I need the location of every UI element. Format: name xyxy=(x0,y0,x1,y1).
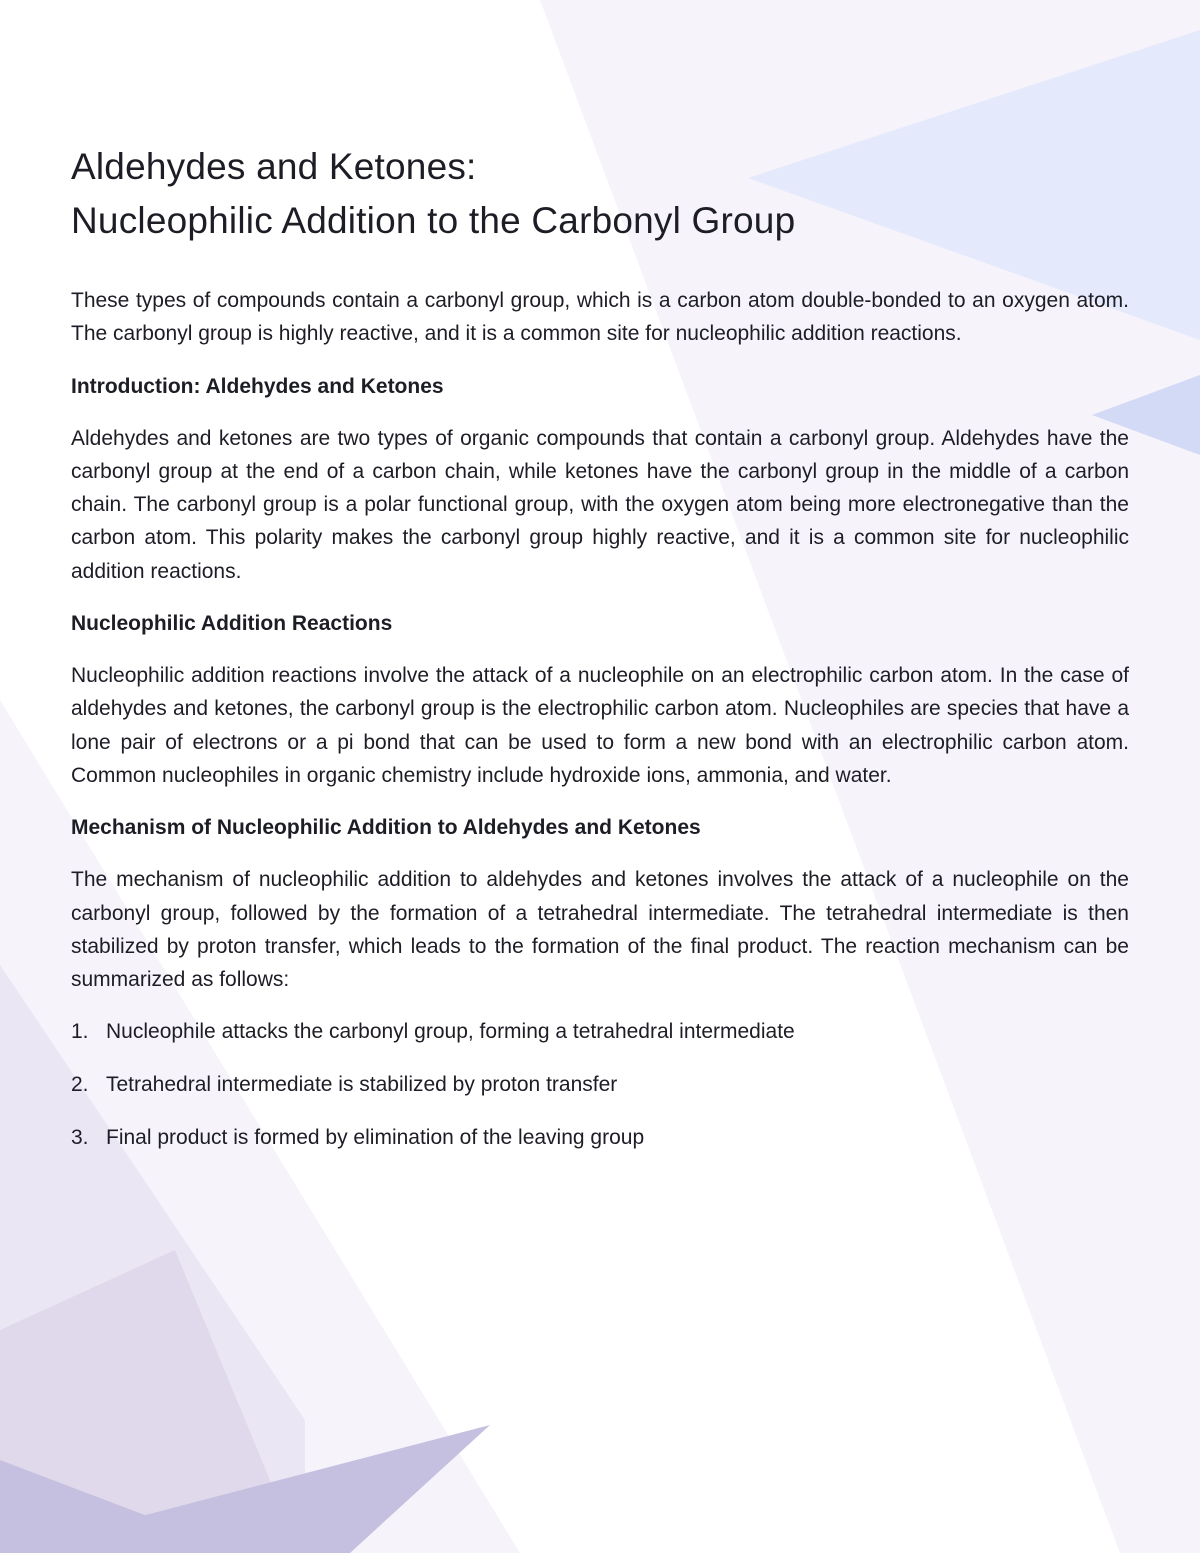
list-item-text: Nucleophile attacks the carbonyl group, forming a tetrahedral intermediate xyxy=(106,1020,795,1044)
section-heading-mechanism: Mechanism of Nucleophilic Addition to Aldehydes and Ketones xyxy=(71,816,701,840)
section-body-nucleophilic-addition: Nucleophilic addition reactions involve the attack of a nucleophile on an electrophilic carbon atom. In the case of aldehydes and ketones, the carbonyl group is the electrophilic carbon atom. Nucleophiles are species that have a lone pair of electrons or a pi bond that can be used to form a new bond with an electrophilic carbon atom. Common nucleophiles in organic chemistry include hydroxide ions, ammonia, and water. xyxy=(71,664,1129,787)
title-line-2: Nucleophilic Addition to the Carbonyl Group xyxy=(71,200,796,241)
mechanism-steps-list xyxy=(71,1015,1129,1154)
list-item xyxy=(71,1015,1129,1048)
list-item-number: 1. xyxy=(71,1020,89,1044)
section-body-introduction: Aldehydes and ketones are two types of organic compounds that contain a carbonyl group. Aldehydes have the carbonyl group at the end of a carbon chain, while ketones have the carbonyl group in the middle of a carbon chain. The carbonyl group is a polar functional group, with the oxygen atom being more electronegative than the carbon atom. This polarity makes the carbonyl group highly reactive, and it is a common site for nucleophilic addition reactions. xyxy=(71,426,1129,583)
list-item-text: Final product is formed by elimination of the leaving group xyxy=(106,1126,645,1150)
section-heading-introduction: Introduction: Aldehydes and Ketones xyxy=(71,374,444,398)
list-item xyxy=(71,1068,1129,1101)
intro-paragraph: These types of compounds contain a carbonyl group, which is a carbon atom double-bonded to an oxygen atom. The carbonyl group is highly reactive, and it is a common site for nucleophilic addition reactions. xyxy=(71,289,1129,346)
list-item-text: Tetrahedral intermediate is stabilized by proton transfer xyxy=(106,1073,618,1097)
section-body-mechanism: The mechanism of nucleophilic addition to aldehydes and ketones involves the attack of a nucleophile on the carbonyl group, followed by the formation of a tetrahedral intermediate. The tetrahedral intermediate is then stabilized by proton transfer, which leads to the formation of the final product. The reaction mechanism can be summarized as follows: xyxy=(71,868,1129,992)
list-item xyxy=(71,1121,1129,1154)
list-item-number: 3. xyxy=(71,1126,89,1150)
list-item-number: 2. xyxy=(71,1073,89,1097)
page-title xyxy=(71,140,1129,248)
document-page xyxy=(71,140,1129,1174)
title-line-1: Aldehydes and Ketones: xyxy=(71,146,477,187)
section-heading-nucleophilic-addition: Nucleophilic Addition Reactions xyxy=(71,612,393,636)
